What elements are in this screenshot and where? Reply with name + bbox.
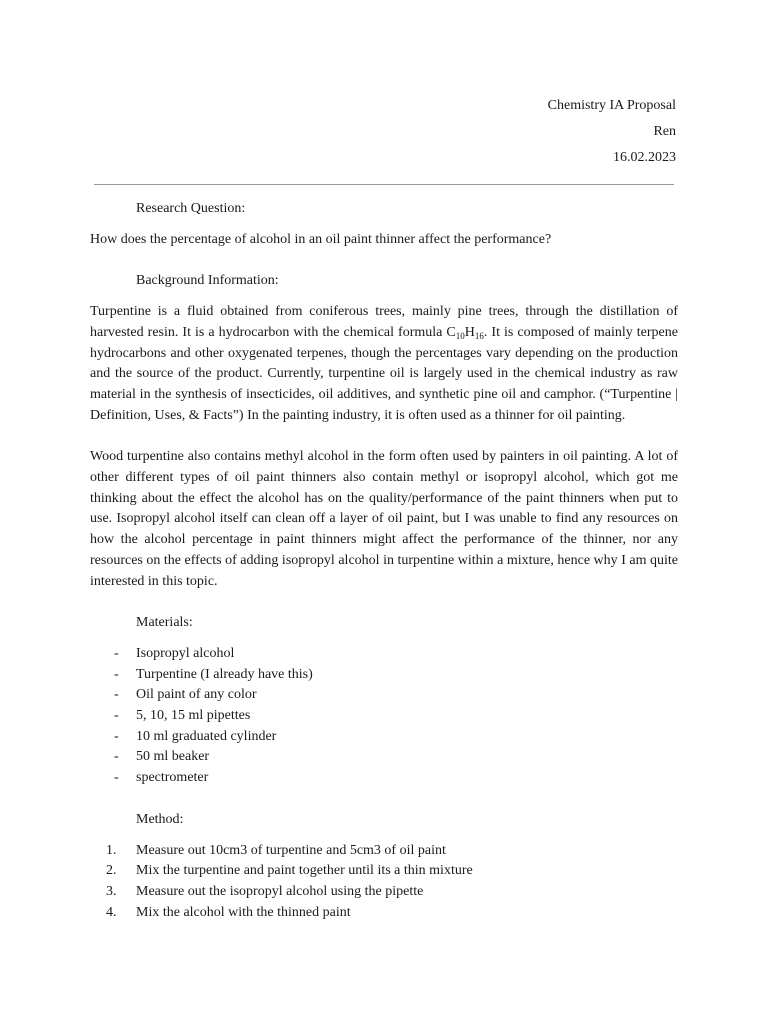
background-p1-text-a: Turpentine is a fluid obtained from coniferous trees, mainly pine trees, through the distillation of harvested resin. It is a hydrocarbon with the chemical formula C [90, 304, 678, 340]
list-item [90, 665, 678, 686]
document-title: Chemistry IA Proposal [547, 98, 676, 113]
background-paragraph-2: Wood turpentine also contains methyl alcohol in the form often used by painters in oil painting. A lot of other different types of oil paint thinners also contain methyl or isopropyl alcohol, which got me thinking about the effect the alcohol has on the quality/performance of the paint thinners when put to use. Isopropyl alcohol itself can clean off a layer of oil paint, but I was unable to find any resources on how the alcohol percentage in paint thinners might affect the performance of the thinner, nor any resources on the effects of adding isopropyl alcohol in turpentine within a mixture, hence why I am quite interested in this topic. [90, 449, 678, 589]
list-item [90, 861, 678, 882]
step-text: Mix the alcohol with the thinned paint [136, 904, 351, 920]
document-header [548, 93, 676, 171]
material-item-text: 5, 10, 15 ml pipettes [136, 708, 251, 724]
formula-hydrogen: H [464, 324, 475, 340]
background-paragraph-1 [90, 302, 678, 426]
method-steps-list [90, 841, 678, 924]
background-p1-text-b: . It is composed of mainly terpene hydrocarbons and other oxygenated terpenes, though the percentages vary depending on the production and the source of the product. Currently, turpentine oil is largely used in the chemical industry as raw material in the synthesis of insecticides, oil additives, and synthetic pine oil and camphor. (“Turpentine | Definition, Uses, & Facts”) In the painting industry, it is often used as a thinner for oil painting. [90, 324, 678, 423]
background-heading: Background Information: [136, 273, 279, 289]
document-date: 16.02.2023 [613, 150, 676, 165]
step-text: Mix the turpentine and paint together until its a thin mixture [136, 863, 473, 879]
list-item [90, 727, 678, 748]
material-item-text: 10 ml graduated cylinder [136, 728, 277, 744]
step-number: 3. [106, 883, 117, 899]
list-item [90, 841, 678, 862]
materials-heading: Materials: [136, 615, 193, 631]
materials-list [90, 644, 678, 789]
formula-subscript-carbon: 10 [455, 330, 465, 341]
formula-subscript-hydrogen: 16 [474, 330, 484, 341]
material-item-text: Isopropyl alcohol [136, 645, 235, 661]
list-item [90, 747, 678, 768]
list-dash: - [114, 728, 119, 744]
research-question-text: How does the percentage of alcohol in an oil paint thinner affect the performance? [90, 231, 552, 247]
author-name: Ren [653, 124, 676, 139]
step-text: Measure out 10cm3 of turpentine and 5cm3 of oil paint [136, 842, 446, 858]
list-item [90, 903, 678, 924]
list-item [90, 685, 678, 706]
list-item [90, 882, 678, 903]
list-dash: - [114, 770, 119, 786]
material-item-text: spectrometer [136, 770, 209, 786]
step-text: Measure out the isopropyl alcohol using the pipette [136, 883, 424, 899]
method-heading: Method: [136, 811, 184, 827]
list-item [90, 768, 678, 789]
research-question-heading: Research Question: [136, 201, 246, 216]
list-item [90, 644, 678, 665]
step-number: 2. [106, 863, 117, 879]
list-item [90, 706, 678, 727]
material-item-text: Oil paint of any color [136, 687, 257, 703]
step-number: 1. [106, 842, 117, 858]
list-dash: - [114, 708, 119, 724]
document-body [90, 199, 678, 923]
material-item-text: 50 ml beaker [136, 749, 210, 765]
list-dash: - [114, 687, 119, 703]
list-dash: - [114, 666, 119, 682]
header-divider [94, 184, 674, 185]
list-dash: - [114, 645, 119, 661]
list-dash: - [114, 749, 119, 765]
material-item-text: Turpentine (I already have this) [136, 666, 313, 682]
step-number: 4. [106, 904, 117, 920]
